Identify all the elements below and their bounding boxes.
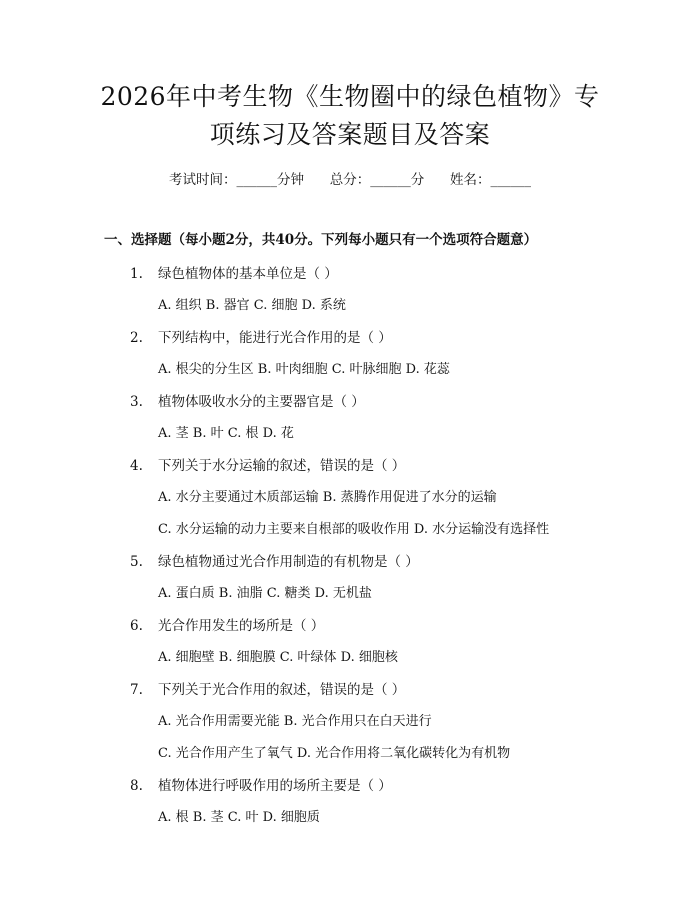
question-7-options-line-1: A. 光合作用需要光能 B. 光合作用只在白天进行 [158,714,432,729]
question-6 [130,614,324,634]
section-heading-choice: 一、选择题（每小题2分，共40分。下列每小题只有一个选项符合题意） [104,232,538,248]
question-5-options: A. 蛋白质 B. 油脂 C. 糖类 D. 无机盐 [158,586,372,601]
question-text: 下列关于水分运输的叙述，错误的是（ ） [158,458,406,474]
question-7 [130,678,405,698]
title-line-2: 项练习及答案题目及答案 [209,120,491,149]
question-number: 3. [130,394,143,410]
question-5 [130,550,419,570]
question-2 [130,326,392,346]
question-3 [130,390,365,410]
question-1-options: A. 组织 B. 器官 C. 细胞 D. 系统 [158,298,346,313]
question-text: 植物体吸收水分的主要器官是（ ） [158,394,365,410]
page-title [40,78,660,154]
exam-info-line: 考试时间：______分钟 总分：______分 姓名：______ [169,172,531,188]
question-text: 下列结构中，能进行光合作用的是（ ） [158,330,392,346]
question-8-options: A. 根 B. 茎 C. 叶 D. 细胞质 [158,810,320,825]
question-text: 下列关于光合作用的叙述，错误的是（ ） [158,682,406,698]
question-number: 6. [130,618,143,634]
question-text: 光合作用发生的场所是（ ） [158,618,325,634]
question-number: 7. [130,682,143,698]
question-text: 绿色植物体的基本单位是（ ） [158,266,338,282]
question-number: 4. [130,458,143,474]
question-1 [130,262,338,282]
question-7-options-line-2: C. 光合作用产生了氧气 D. 光合作用将二氧化碳转化为有机物 [158,746,511,761]
question-number: 1. [130,266,143,282]
question-6-options: A. 细胞壁 B. 细胞膜 C. 叶绿体 D. 细胞核 [158,650,398,665]
question-number: 5. [130,554,143,570]
question-4-options-line-2: C. 水分运输的动力主要来自根部的吸收作用 D. 水分运输没有选择性 [158,522,550,537]
question-number: 8. [130,778,143,794]
question-2-options: A. 根尖的分生区 B. 叶肉细胞 C. 叶脉细胞 D. 花蕊 [158,362,450,377]
question-text: 绿色植物通过光合作用制造的有机物是（ ） [158,554,419,570]
question-number: 2. [130,330,143,346]
question-text: 植物体进行呼吸作用的场所主要是（ ） [158,778,392,794]
question-3-options: A. 茎 B. 叶 C. 根 D. 花 [158,426,294,441]
question-4 [130,454,405,474]
question-4-options-line-1: A. 水分主要通过木质部运输 B. 蒸腾作用促进了水分的运输 [158,490,497,505]
question-8 [130,774,392,794]
title-line-1: 2026年中考生物《生物圈中的绿色植物》专 [100,82,600,111]
